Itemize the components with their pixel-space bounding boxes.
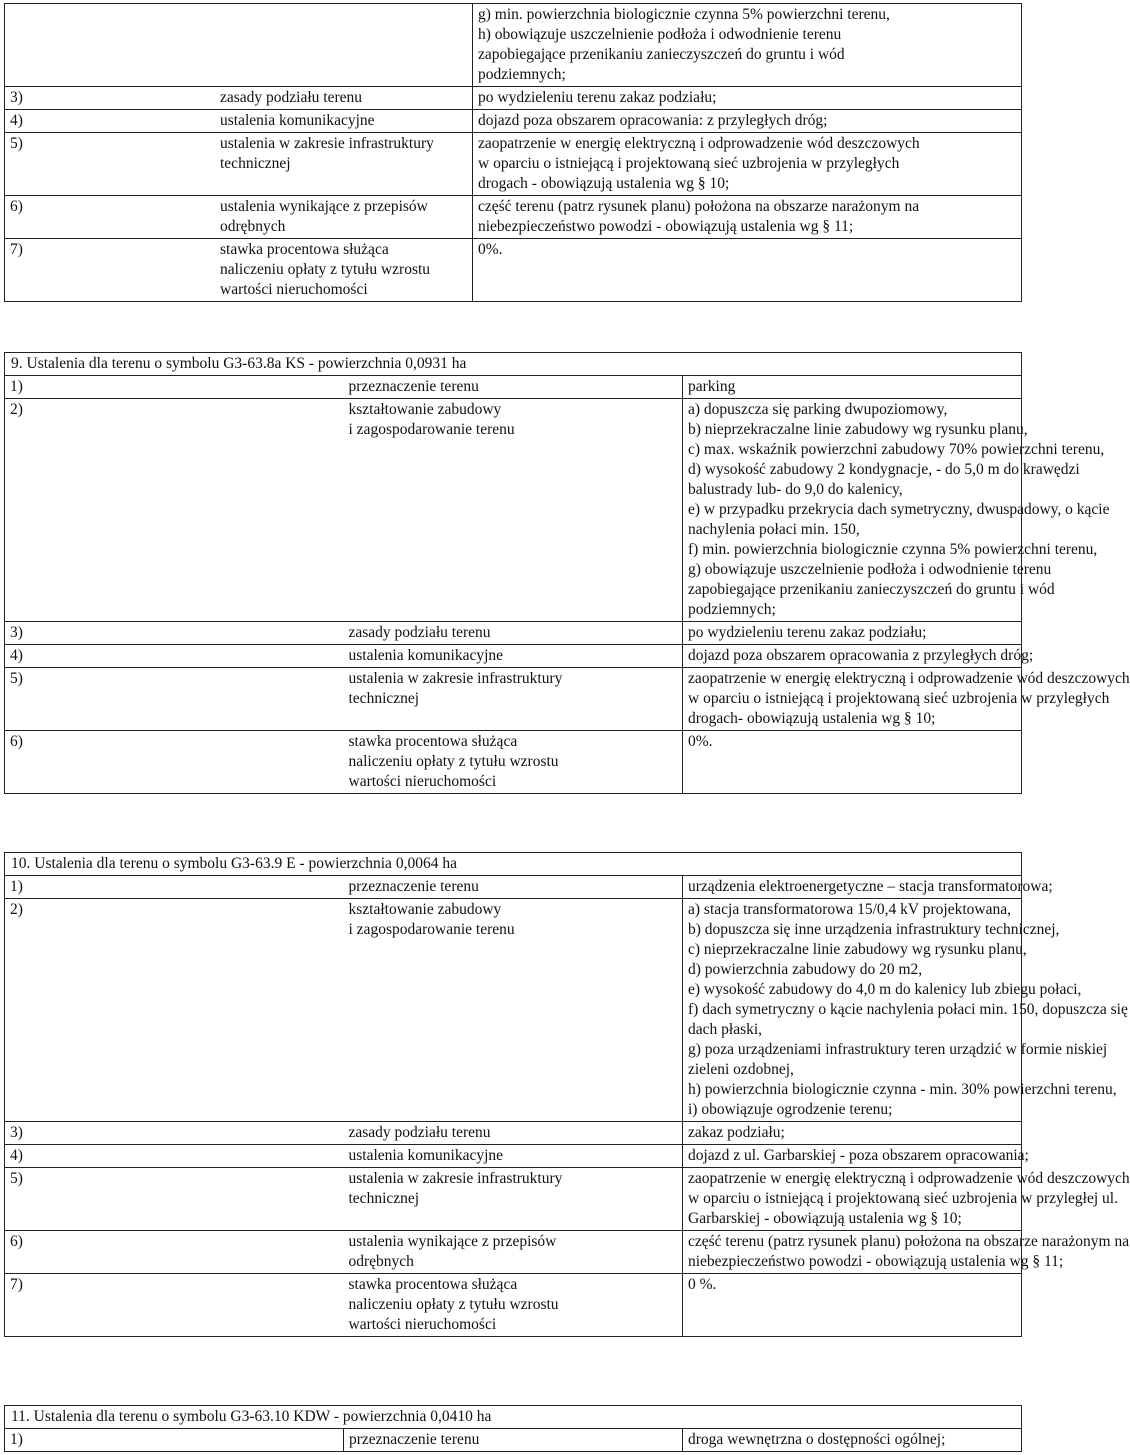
row-number-cell: 2) [5, 899, 344, 1122]
label-line: ustalenia komunikacyjne [348, 647, 504, 664]
section11-table [4, 1405, 1022, 1452]
row-number-cell: 5) [5, 133, 216, 196]
label-line: wartości nieruchomości [220, 281, 368, 298]
row-number-cell: 7) [5, 1274, 344, 1337]
row-label-cell [344, 376, 683, 399]
row-label-cell [344, 645, 683, 668]
value-line: i) obowiązuje ogrodzenie terenu; [688, 1101, 893, 1118]
value-line: część terenu (patrz rysunek planu) położona na obszarze narażonym na [688, 1233, 1130, 1250]
value-line: g) poza urządzeniami infrastruktury teren urządzić w formie niskiej [688, 1041, 1108, 1058]
table-row [5, 239, 1022, 302]
row-label-cell [215, 110, 473, 133]
value-line: zaopatrzenie w energię elektryczną i odprowadzenie wód deszczowych [688, 1170, 1130, 1187]
section-title: 10. Ustalenia dla terenu o symbolu G3-63.9 E - powierzchnia 0,0064 ha [5, 853, 1022, 876]
value-line: podziemnych; [478, 66, 566, 83]
value-line: zakaz podziału; [688, 1124, 785, 1141]
value-line: część terenu (patrz rysunek planu) położona na obszarze narażonym na [478, 198, 920, 215]
table-row [5, 1429, 1022, 1452]
label-line: zasady podziału terenu [220, 89, 363, 106]
label-line: ustalenia komunikacyjne [348, 1147, 504, 1164]
value-line: po wydzieleniu terenu zakaz podziału; [688, 624, 927, 641]
table-row [5, 376, 1022, 399]
section-header-row [5, 1406, 1022, 1429]
row-label-cell [344, 1168, 683, 1231]
label-line: ustalenia w zakresie infrastruktury [348, 670, 563, 687]
row-number-cell: 4) [5, 1145, 344, 1168]
row-label-cell [344, 1145, 683, 1168]
row-value-cell [683, 1274, 1022, 1337]
row-number-cell: 3) [5, 1122, 344, 1145]
value-line: g) min. powierzchnia biologicznie czynna 5% powierzchni terenu, [478, 6, 890, 23]
table-row [5, 876, 1022, 899]
value-line: 0%. [478, 241, 503, 258]
row-label-cell [344, 876, 683, 899]
label-line: i zagospodarowanie terenu [348, 421, 515, 438]
row-number-cell: 7) [5, 239, 216, 302]
value-line: niebezpieczeństwo powodzi - obowiązują ustalenia wg § 11; [688, 1253, 1064, 1270]
value-line: dojazd poza obszarem opracowania z przyległych dróg; [688, 647, 1034, 664]
row-label-cell [215, 133, 473, 196]
table-row [5, 1168, 1022, 1231]
row-number-cell: 6) [5, 1231, 344, 1274]
value-line: 0 %. [688, 1276, 717, 1293]
value-line: zapobiegające przenikaniu zanieczyszczeń do gruntu i wód [478, 46, 845, 63]
row-label-cell [344, 668, 683, 731]
row-number-cell: 4) [5, 110, 216, 133]
row-label-cell [215, 196, 473, 239]
row-label-cell [344, 1122, 683, 1145]
value-line: Garbarskiej - obowiązują ustalenia wg § 10; [688, 1210, 962, 1227]
section10-table [4, 852, 1130, 1337]
row-value-cell [683, 1429, 1022, 1452]
table-row [5, 668, 1022, 731]
value-line: b) dopuszcza się inne urządzenia infrastruktury technicznej, [688, 921, 1060, 938]
value-line: w oparciu o istniejącą i projektowaną sieć uzbrojenia w przyległych [478, 155, 900, 172]
label-line: technicznej [348, 690, 420, 707]
value-line: urządzenia elektroenergetyczne – stacja transformatorowa; [688, 878, 1053, 895]
row-number-cell: 6) [5, 731, 344, 794]
value-line: g) obowiązuje uszczelnienie podłoża i odwodnienie terenu [688, 561, 1052, 578]
label-line: ustalenia wynikające z przepisów [220, 198, 428, 215]
table-row [5, 196, 1022, 239]
row-value-cell [683, 668, 1130, 731]
value-line: 0%. [688, 733, 713, 750]
row-value-cell [683, 1145, 1029, 1168]
label-line: ustalenia w zakresie infrastruktury [220, 135, 434, 152]
row-number-cell: 5) [5, 1168, 344, 1231]
row-label-cell [344, 731, 683, 794]
label-line: odrębnych [220, 218, 286, 235]
row-value-cell [683, 1168, 1130, 1231]
label-line: stawka procentowa służąca [348, 1276, 518, 1293]
row-label-cell [344, 899, 683, 1122]
value-line: zaopatrzenie w energię elektryczną i odprowadzenie wód deszczowych [478, 135, 920, 152]
label-line: przeznaczenie terenu [349, 1431, 480, 1448]
row-label-cell [344, 622, 683, 645]
value-line: niebezpieczeństwo powodzi - obowiązują ustalenia wg § 11; [478, 218, 854, 235]
label-line: przeznaczenie terenu [348, 378, 479, 395]
value-line: balustrady lub- do 9,0 do kalenicy, [688, 481, 903, 498]
section9-table [4, 352, 1130, 794]
value-line: c) max. wskaźnik powierzchni zabudowy 70% powierzchni terenu, [688, 441, 1105, 458]
value-line: dojazd z ul. Garbarskiej - poza obszarem opracowania; [688, 1147, 1029, 1164]
row-value-cell [683, 399, 1110, 622]
section-header-row [5, 853, 1022, 876]
label-line: i zagospodarowanie terenu [348, 921, 515, 938]
value-line: f) min. powierzchnia biologicznie czynna 5% powierzchni terenu, [688, 541, 1098, 558]
value-line: drogach - obowiązują ustalenia wg § 10; [478, 175, 730, 192]
table-row [5, 731, 1022, 794]
value-line: f) dach symetryczny o kącie nachylenia połaci min. 150, dopuszcza się [688, 1001, 1128, 1018]
table-row [5, 87, 1022, 110]
value-line: parking [688, 378, 736, 395]
row-value-cell [683, 876, 1053, 899]
row-number-cell: 1) [5, 376, 344, 399]
value-line: d) powierzchnia zabudowy do 20 m2, [688, 961, 923, 978]
table-row [5, 133, 1022, 196]
label-line: ustalenia wynikające z przepisów [348, 1233, 557, 1250]
table-row [5, 4, 1022, 87]
row-number-cell: 5) [5, 668, 344, 731]
row-value-cell [683, 899, 1128, 1122]
label-line: kształtowanie zabudowy [348, 401, 502, 418]
table-row [5, 899, 1022, 1122]
label-line: technicznej [220, 155, 291, 172]
row-value-cell [473, 133, 1022, 196]
section-title: 9. Ustalenia dla terenu o symbolu G3-63.8a KS - powierzchnia 0,0931 ha [5, 353, 1022, 376]
row-value-cell [473, 239, 1022, 302]
value-line: drogach- obowiązują ustalenia wg § 10; [688, 710, 936, 727]
row-value-cell [473, 87, 1022, 110]
label-line: wartości nieruchomości [348, 1316, 497, 1333]
row-label-cell [344, 1231, 683, 1274]
value-line: b) nieprzekraczalne linie zabudowy wg rysunku planu, [688, 421, 1028, 438]
label-line: odrębnych [348, 1253, 414, 1270]
value-line: h) powierzchnia biologicznie czynna - min. 30% powierzchni terenu, [688, 1081, 1117, 1098]
label-line: naliczeniu opłaty z tytułu wzrostu [348, 753, 559, 770]
table-row [5, 1122, 1022, 1145]
row-value-cell [683, 376, 1022, 399]
row-value-cell [473, 196, 1022, 239]
section-header-row [5, 353, 1022, 376]
label-line: zasady podziału terenu [348, 1124, 491, 1141]
row-number-cell: 3) [5, 622, 344, 645]
row-number-cell: 6) [5, 196, 216, 239]
row-value-cell [683, 731, 1022, 794]
value-line: c) nieprzekraczalne linie zabudowy wg rysunku planu, [688, 941, 1027, 958]
row-number-cell: 3) [5, 87, 216, 110]
row-label-cell [215, 87, 473, 110]
row-number-cell [5, 4, 216, 87]
label-line: kształtowanie zabudowy [348, 901, 502, 918]
table-row [5, 622, 1022, 645]
value-line: dojazd poza obszarem opracowania: z przyległych dróg; [478, 112, 828, 129]
value-line: e) w przypadku przekrycia dach symetryczny, dwuspadowy, o kącie [688, 501, 1110, 518]
label-line: stawka procentowa służąca [348, 733, 518, 750]
value-line: zapobiegające przenikaniu zanieczyszczeń do gruntu i wód [688, 581, 1055, 598]
row-label-cell [215, 4, 473, 87]
label-line: zasady podziału terenu [348, 624, 491, 641]
row-number-cell: 1) [5, 876, 344, 899]
value-line: d) wysokość zabudowy 2 kondygnacje, - do 5,0 m do krawędzi [688, 461, 1080, 478]
value-line: a) dopuszcza się parking dwupoziomowy, [688, 401, 948, 418]
row-value-cell [473, 110, 1022, 133]
value-line: po wydzieleniu terenu zakaz podziału; [478, 89, 717, 106]
row-label-cell [344, 1429, 683, 1452]
value-line: droga wewnętrzna o dostępności ogólnej; [688, 1431, 946, 1448]
value-line: w oparciu o istniejącą i projektowaną sieć uzbrojenia w przyległych [688, 690, 1110, 707]
label-line: stawka procentowa służąca [220, 241, 389, 258]
row-value-cell [683, 622, 1022, 645]
value-line: h) obowiązuje uszczelnienie podłoża i odwodnienie terenu [478, 26, 842, 43]
section8-table [4, 3, 1022, 302]
value-line: dach płaski, [688, 1021, 763, 1038]
value-line: zaopatrzenie w energię elektryczną i odprowadzenie wód deszczowych [688, 670, 1130, 687]
row-number-cell: 1) [5, 1429, 344, 1452]
row-value-cell [473, 4, 1022, 87]
value-line: podziemnych; [688, 601, 776, 618]
label-line: naliczeniu opłaty z tytułu wzrostu [348, 1296, 559, 1313]
table-row [5, 1274, 1022, 1337]
row-value-cell [683, 1122, 1022, 1145]
section-title: 11. Ustalenia dla terenu o symbolu G3-63.10 KDW - powierzchnia 0,0410 ha [5, 1406, 1022, 1429]
label-line: ustalenia komunikacyjne [220, 112, 375, 129]
table-row [5, 110, 1022, 133]
label-line: wartości nieruchomości [348, 773, 497, 790]
row-label-cell [215, 239, 473, 302]
value-line: zieleni ozdobnej, [688, 1061, 794, 1078]
value-line: nachylenia połaci min. 150, [688, 521, 860, 538]
table-row [5, 1231, 1022, 1274]
label-line: technicznej [348, 1190, 420, 1207]
row-number-cell: 4) [5, 645, 344, 668]
label-line: przeznaczenie terenu [348, 878, 479, 895]
row-label-cell [344, 399, 683, 622]
value-line: e) wysokość zabudowy do 4,0 m do kalenicy lub zbiegu połaci, [688, 981, 1082, 998]
table-row [5, 399, 1022, 622]
row-value-cell [683, 1231, 1130, 1274]
value-line: w oparciu o istniejącą i projektowaną sieć uzbrojenia w przyległej ul. [688, 1190, 1118, 1207]
row-number-cell: 2) [5, 399, 344, 622]
value-line: a) stacja transformatorowa 15/0,4 kV projektowana, [688, 901, 1011, 918]
label-line: naliczeniu opłaty z tytułu wzrostu [220, 261, 431, 278]
row-value-cell [683, 645, 1034, 668]
row-label-cell [344, 1274, 683, 1337]
table-row [5, 1145, 1022, 1168]
label-line: ustalenia w zakresie infrastruktury [348, 1170, 563, 1187]
table-row [5, 645, 1022, 668]
